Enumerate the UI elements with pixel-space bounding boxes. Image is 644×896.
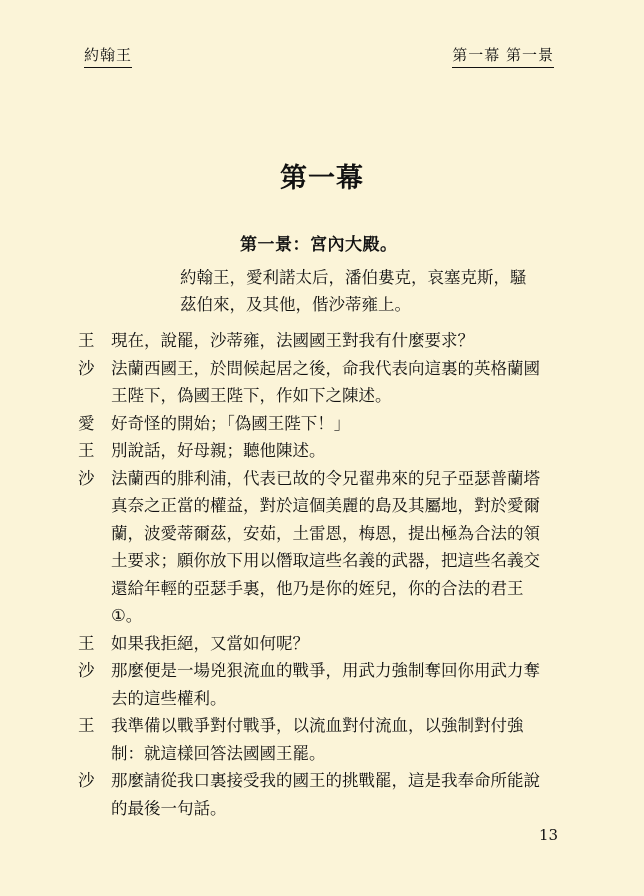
speaker-label: 王 bbox=[78, 633, 95, 653]
dialogue-line bbox=[78, 410, 578, 438]
running-header-section: 第一幕 第一景 bbox=[452, 44, 554, 68]
speech-text bbox=[111, 437, 578, 465]
speech-line: 真奈之正當的權益，對於這個美麗的島及其屬地，對於愛爾 bbox=[111, 496, 540, 515]
speech-text bbox=[111, 355, 578, 410]
stage-direction-line: 約翰王，愛利諾太后，潘伯婁克，哀塞克斯，騷 bbox=[180, 268, 527, 287]
dialogue-line bbox=[78, 465, 578, 630]
speech-text bbox=[111, 630, 578, 658]
speech-line: 去的這些權利。 bbox=[111, 688, 227, 708]
speech-line: 蘭，波愛蒂爾茲，安茹，土雷恩，梅恩，提出極為合法的領 bbox=[111, 523, 540, 543]
speech-text bbox=[111, 767, 578, 822]
dialogue-line bbox=[78, 437, 578, 465]
speech-line: 還給年輕的亞瑟手裏，他乃是你的姪兒，你的合法的君王 bbox=[111, 578, 524, 598]
dialogue-line bbox=[78, 712, 578, 767]
speech-line: ①。 bbox=[111, 606, 143, 625]
speaker-label: 愛 bbox=[78, 413, 95, 433]
speech-line: 那麼請從我口裏接受我的國王的挑戰罷，這是我奉命所能說 bbox=[111, 771, 540, 790]
dialogue-line bbox=[78, 630, 578, 658]
speech-line: 王陛下，偽國王陛下，作如下之陳述。 bbox=[111, 386, 392, 405]
dialogue-line bbox=[78, 355, 578, 410]
speech-line: 那麼便是一場兇狠流血的戰爭，用武力強制奪回你用武力奪 bbox=[111, 661, 540, 680]
speech-text bbox=[111, 712, 578, 767]
dialogue-block bbox=[78, 327, 578, 822]
dialogue-line bbox=[78, 657, 578, 712]
speech-line: 我準備以戰爭對付戰爭，以流血對付流血，以強制對付強 bbox=[111, 716, 524, 735]
speech-line: 現在，說罷，沙蒂雍，法國國王對我有什麼要求？ bbox=[111, 331, 474, 350]
speech-line: 制：就這樣回答法國國王罷。 bbox=[111, 743, 326, 763]
speaker-label: 王 bbox=[78, 441, 95, 460]
speaker-label: 王 bbox=[78, 716, 95, 735]
speech-line: 如果我拒絕，又當如何呢？ bbox=[111, 633, 309, 653]
speech-line: 好奇怪的開始；「偽國王陛下！」 bbox=[111, 413, 351, 433]
page-number: 13 bbox=[539, 826, 559, 844]
speaker-label: 沙 bbox=[78, 661, 95, 680]
stage-direction bbox=[180, 264, 575, 318]
stage-direction-line: 茲伯來，及其他，偕沙蒂雍上。 bbox=[180, 295, 411, 314]
speech-text bbox=[111, 465, 578, 630]
running-header-title: 約翰王 bbox=[84, 44, 132, 68]
speaker-label: 王 bbox=[78, 331, 95, 350]
speech-line: 別說話，好母親；聽他陳述。 bbox=[111, 441, 326, 460]
speech-line: 的最後一句話。 bbox=[111, 798, 227, 818]
scene-title: 第一景：宮內大殿。 bbox=[240, 235, 398, 255]
speaker-label: 沙 bbox=[78, 358, 95, 378]
speech-text bbox=[111, 410, 578, 438]
speaker-label: 沙 bbox=[78, 771, 95, 790]
speech-text bbox=[111, 327, 578, 355]
speech-line: 土要求；願你放下用以僭取這些名義的武器，把這些名義交 bbox=[111, 551, 540, 570]
act-title: 第一幕 bbox=[280, 163, 364, 194]
speech-line: 法蘭西的腓利浦，代表已故的令兄翟弗來的兒子亞瑟普蘭塔 bbox=[111, 468, 540, 488]
dialogue-line bbox=[78, 327, 578, 355]
speech-text bbox=[111, 657, 578, 712]
speaker-label: 沙 bbox=[78, 468, 95, 488]
dialogue-line bbox=[78, 767, 578, 822]
speech-line: 法蘭西國王，於問候起居之後，命我代表向這裏的英格蘭國 bbox=[111, 358, 540, 378]
